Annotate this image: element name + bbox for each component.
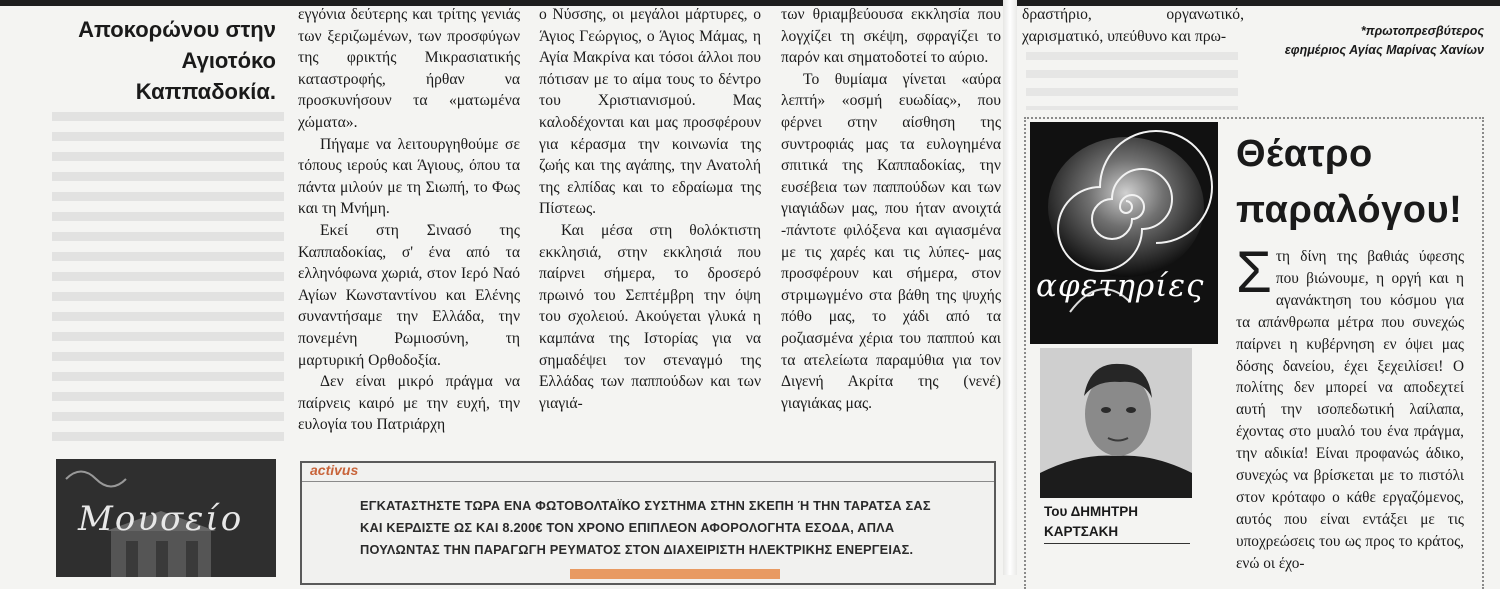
author-photo (1040, 348, 1192, 498)
ad-top-rule (302, 481, 994, 482)
article-column-3 (781, 4, 1001, 414)
author-note (1250, 22, 1484, 60)
ad-copy (360, 495, 990, 561)
col1-paragraph-1: εγγόνια δεύτερης και τρίτης γενιάς των ξεριζωμένων, των προσφύγων της φρικτής Μικρασιατικής καταστροφής, ήρθαν να προσκυνήσουν τα «ματωμένα χώματα». (298, 6, 520, 131)
author-portrait (1040, 348, 1192, 498)
col3-paragraph-2: Το θυμίαμα γίνεται «αύρα λεπτή» «οσμή ευωδίας», που φέρνει στην αίσθηση της συντροφιάς μας τα ευλογημένα σπιτικά της Καππαδοκίας, την ευσέβεια των παππούδων και των γιαγιάδων μας, που ήταν ανοιχτά -πάντοτε φιλόξενα και αγιασμένα με τις χαρές και τις λύπες- μας προσφέρουν και σήμερα, στον στριμωγμένο στα βάθη της ψυχής πόθο μας, το χάδι από τα ροζιασμένα χέρια του παππού και τα ατελείωτα παραμύθια για τον Διγενή Ακρίτα της (νενέ) γιαγιάκας μας. (781, 70, 1001, 412)
museum-logo-box (56, 459, 276, 577)
author-note-line-2: εφημέριος Αγίας Μαρίνας Χανίων (1284, 43, 1484, 57)
opinion-article-body (1236, 240, 1464, 575)
col2-paragraph-2: Και μέσα στη θολόκτιστη εκκλησιά, στην εκκλησιά που παίρνει σήμερα, το δροσερό πρωινό του Σεπτέμβρη την όψη του σχολειού. Ακούγεται γλυκά η καμπάνα της Ιστορίας για να σημαδέψει τον στεναγμό της Ελλάδας των παππούδων και των γιαγιά- (539, 221, 761, 412)
ad-line-2: ΚΑΙ ΚΕΡΔΙΣΤΕ ΩΣ ΚΑΙ 8.200€ ΤΟΝ ΧΡΟΝΟ ΕΠΙΠΛΕΟΝ ΑΦΟΡΟΛΟΓΗΤΑ ΕΣΟΔΑ, ΑΠΛΑ (360, 520, 895, 535)
drop-cap: Σ (1236, 240, 1272, 305)
opinion-body-text: τη δίνη της βαθιάς ύφεσης που βιώνουμε, η οργή και η αγανάκτηση του κόσμου για τα απάνθρωπα μέτρα που συνεχώς παίρνει η κυβέρνηση εν όψει μας δόσης δανείου, έχει ξεχειλίσει! Ο πολίτης δεν μπορεί να αποδεχτεί αυτή την ισοπεδωτική λαίλαπα, έχοντας στο μυαλό του ένα πράγμα, την αδικία! Είναι προφανώς άδικο, συνεχώς να βρίσκεται με το πιστόλι στον κρόταφο ο κάθε εργαζόμενος, αυτός που είναι εντάξει με τις υποχρεώσεις του ως προς το κράτος, ενώ οι έχο- (1236, 248, 1464, 572)
col1-paragraph-4: Δεν είναι μικρό πράγμα να παίρνεις καιρό με την ευχή, την ευλογία του Πατριάρχη (298, 373, 520, 434)
left-headline (40, 14, 276, 107)
col3-paragraph-1: των θριαμβεύουσα εκκλησία που λογχίζει τη σκέψη, σφραγίζει το παρόν και σηματοδοτεί το αύριο. (781, 6, 1001, 67)
page-fold-gutter (1003, 0, 1017, 575)
bleed-through-text-left (52, 112, 284, 442)
title-line-1: Θέατρο (1236, 133, 1373, 175)
column-logo-text: αφετηρίες (1036, 268, 1205, 304)
bleed-through-text-right (1026, 52, 1238, 110)
spiral-graphic (1030, 122, 1218, 344)
author-byline-line-1: Του ΔΗΜΗΤΡΗ (1044, 504, 1139, 519)
ad-orange-bar (570, 569, 780, 579)
article-column-4-top (1022, 4, 1244, 47)
col1-paragraph-2: Πήγαμε να λειτουργηθούμε σε τόπους ιερούς και Άγιους, όπου τα πάντα μιλούν με τη Σιωπή, το Φως και τη Μνήμη. (298, 135, 520, 218)
article-column-2 (539, 4, 761, 414)
headline-line-2: Αγιοτόκο (181, 48, 276, 73)
article-title (1236, 126, 1476, 238)
col2-paragraph-1: ο Νύσσης, οι μεγάλοι μάρτυρες, ο Άγιος Γεώργιος, ο Άγιος Μάμας, η Αγία Μακρίνα και τόσοι άλλοι που πότισαν με το αίμα τους το δέντρο του Χριστιανισμού. Μας καλοδέχονται και μας προσφέρουν για κέρασμα την κοινωνία της ζωής και της αγάπης, την Ανατολή της ελπίδας και το εδραίωμα της Πίστεως. (539, 6, 761, 218)
author-rule (1044, 543, 1190, 544)
ad-line-1: ΕΓΚΑΤΑΣΤΗΣΤΕ ΤΩΡΑ ΕΝΑ ΦΩΤΟΒΟΛΤΑΪΚΟ ΣΥΣΤΗΜΑ ΣΤΗΝ ΣΚΕΠΗ Ή ΤΗΝ ΤΑΡΑΤΣΑ ΣΑΣ (360, 498, 931, 513)
column-logo-image (1030, 122, 1218, 344)
headline-line-1: Αποκορώνου στην (78, 17, 276, 42)
author-byline-line-2: ΚΑΡΤΣΑΚΗ (1044, 524, 1119, 539)
col1-paragraph-3: Εκεί στη Σινασό της Καππαδοκίας, σ' ένα από τα ελληνόφωνα χωριά, στον Ιερό Ναό Αγίων Κωνσταντίνου και Ελένης συναντήσαμε την Ελλάδα, την πονεμένη Ρωμιοσύνη, τη μαρτυρική Ορθοδοξία. (298, 221, 520, 369)
headline-line-3: Καππαδοκία. (135, 79, 276, 104)
advertisement (300, 461, 996, 585)
ad-line-3: ΠΟΥΛΩΝΤΑΣ ΤΗΝ ΠΑΡΑΓΩΓΗ ΡΕΥΜΑΤΟΣ ΣΤΟΝ ΔΙΑΧΕΙΡΙΣΤΗ ΗΛΕΚΤΡΙΚΗΣ ΕΝΕΡΓΕΙΑΣ. (360, 542, 914, 557)
col4-text: δραστήριο, οργανωτικό, χαρισματικό, υπεύθυνο και πρω- (1022, 6, 1244, 45)
ad-brand: activus (310, 462, 359, 478)
title-line-2: παραλόγου! (1236, 189, 1463, 231)
article-column-1 (298, 4, 520, 436)
museum-logo-text: Μουσείο (78, 499, 244, 539)
author-byline (1044, 502, 1194, 542)
author-note-line-1: *πρωτοπρεσβύτερος (1360, 24, 1484, 38)
